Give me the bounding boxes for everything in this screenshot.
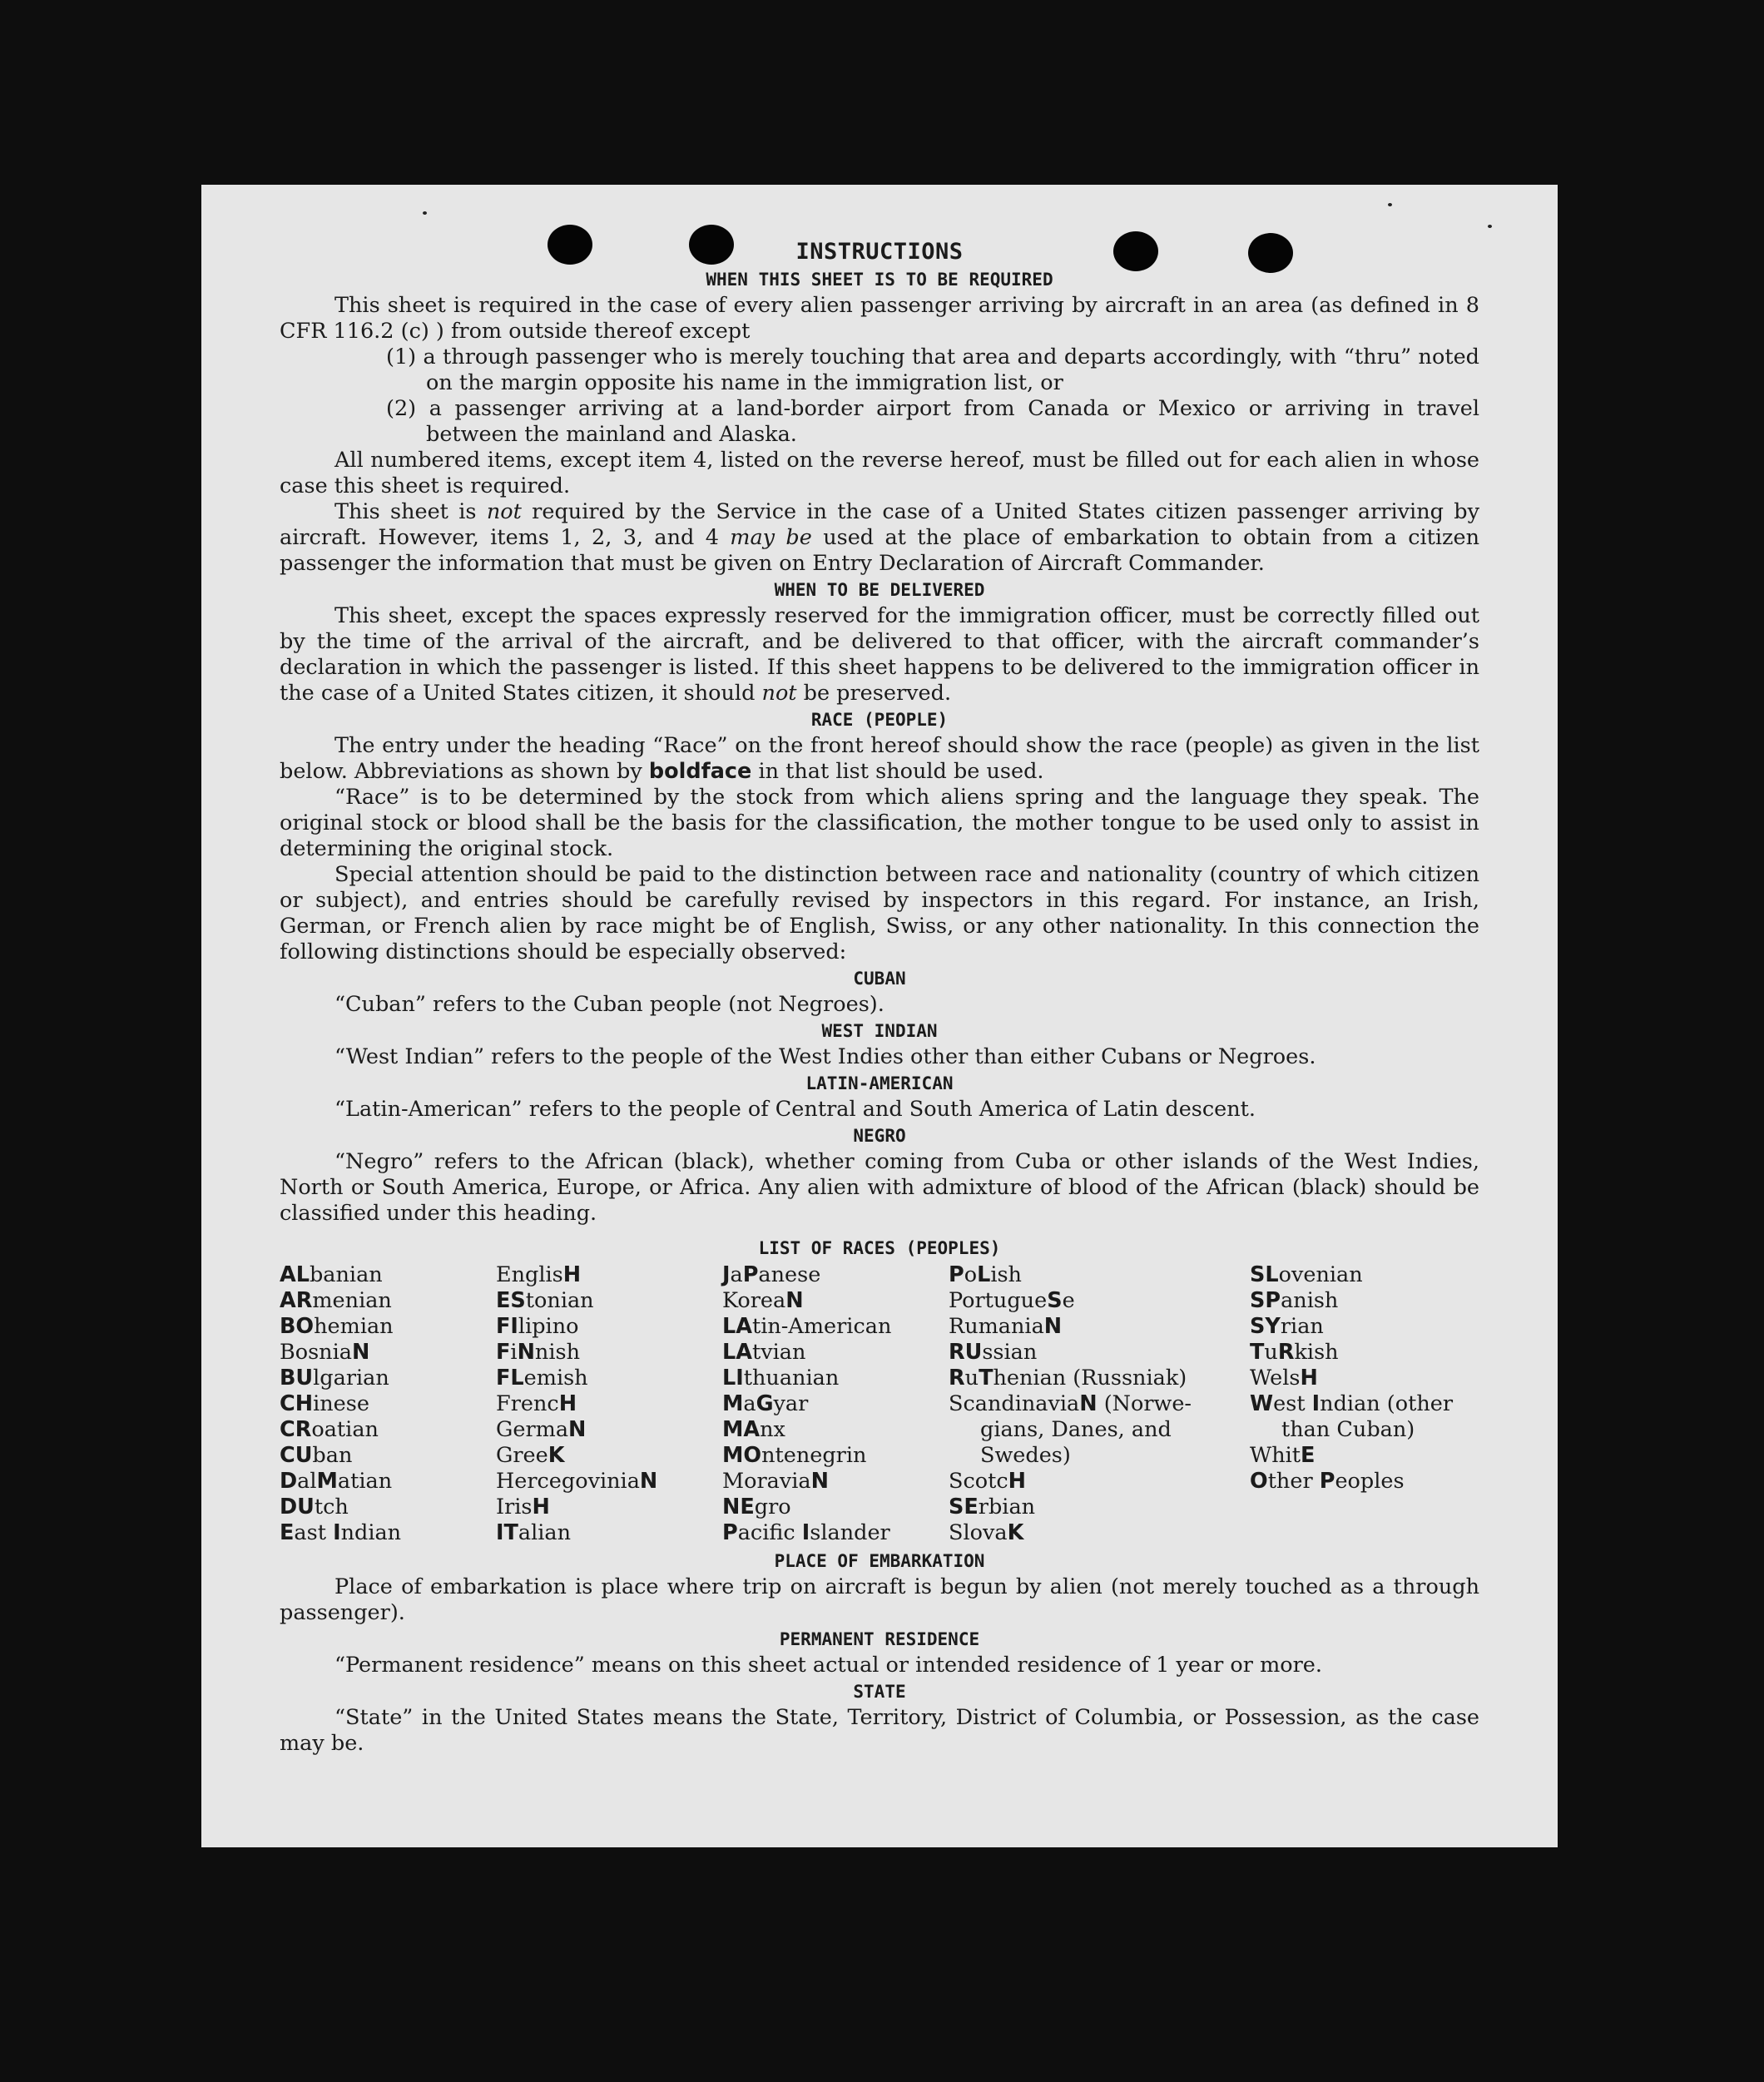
section-when-delivered (280, 577, 1479, 706)
race-entry: BUlgarian (280, 1366, 389, 1390)
paragraph: The entry under the heading “Race” on the front hereof should show the race (people) as given in the list below. Abbreviations as shown by boldface in that list should be used. (280, 733, 1479, 784)
race-entry: SPanish (1250, 1288, 1339, 1313)
race-entry: MaGyar (722, 1391, 809, 1416)
race-entry: FrencH (496, 1391, 577, 1416)
race-entry: PortugueSe (949, 1288, 1075, 1313)
paragraph: All numbered items, except item 4, listed on the reverse hereof, must be filled out for each alien in whose case this sheet is required. (280, 448, 1479, 498)
race-entry: SErbian (949, 1495, 1036, 1519)
exception-item-1: (1) a through passenger who is merely touching that area and departs accordingly, with “thru” noted on the margin opposite his name in the immigration list, or (386, 345, 1479, 395)
scan-speck (1388, 203, 1392, 206)
race-entry: West Indian (other (1250, 1391, 1454, 1416)
section-heading: WHEN THIS SHEET IS TO BE REQUIRED (706, 270, 1053, 290)
race-entry: ARmenian (280, 1288, 392, 1313)
race-entry: FIlipino (496, 1314, 579, 1339)
race-entry: DalMatian (280, 1469, 393, 1494)
section-permanent-residence (280, 1626, 1479, 1678)
race-entry: than Cuban) (1281, 1417, 1415, 1442)
punch-hole (1113, 231, 1158, 271)
race-entry: GermaN (496, 1417, 587, 1442)
section-heading: CUBAN (853, 969, 906, 989)
race-entry: GreeK (496, 1443, 565, 1468)
paragraph: “Cuban” refers to the Cuban people (not Negroes). (334, 992, 884, 1017)
section-race (280, 706, 1479, 965)
race-entry: MoraviaN (722, 1469, 829, 1494)
race-entry: CUban (280, 1443, 353, 1468)
race-entry: RuThenian (Russniak) (949, 1366, 1187, 1390)
exception-item-2: (2) a passenger arriving at a land-border airport from Canada or Mexico or arriving in travel between the mainland and Alaska. (386, 396, 1479, 447)
scan-speck (1488, 225, 1492, 228)
paragraph: Special attention should be paid to the distinction between race and nationality (country of which citizen or subject), and entries should be carefully revised by inspectors in this regard. For instance, an Irish, German, or French alien by race might be of English, Swiss, or any other nationality. In this connection the following distinctions should be especially observed: (280, 862, 1479, 964)
race-entry: EStonian (496, 1288, 594, 1313)
race-entry: Pacific Islander (722, 1520, 890, 1545)
race-entry: Other Peoples (1250, 1469, 1405, 1494)
races-column (1250, 1262, 1479, 1546)
section-west-indian (280, 1018, 1479, 1070)
section-heading: LATIN-AMERICAN (805, 1073, 954, 1093)
section-heading: RACE (PEOPLE) (810, 710, 949, 730)
race-entry: ITalian (496, 1520, 572, 1545)
punch-hole (548, 225, 592, 265)
paragraph: This sheet, except the spaces expressly reserved for the immigration officer, must be correctly filled out by the time of the arrival of the aircraft, and be delivered to that officer, with the aircraft commander’s declaration in which the passenger is listed. If this sheet happens to be delivered to the immigration officer in the case of a United States citizen, it should not be preserved. (280, 603, 1479, 706)
paragraph: This sheet is required in the case of every alien passenger arriving by aircraft in an area (as defined in 8 CFR 116.2 (c) ) from outside thereof except (280, 293, 1479, 344)
section-when-required (280, 266, 1479, 577)
races-column (722, 1262, 949, 1546)
race-entry: NEgro (722, 1495, 791, 1519)
race-entry: MOntenegrin (722, 1443, 867, 1468)
paragraph: “State” in the United States means the State, Territory, District of Columbia, or Possession, as the case may be. (280, 1705, 1479, 1756)
race-entry: CHinese (280, 1391, 369, 1416)
race-entry: HercegoviniaN (496, 1469, 658, 1494)
section-latin-american (280, 1070, 1479, 1123)
section-negro (280, 1123, 1479, 1227)
race-entry: FLemish (496, 1366, 588, 1390)
punch-hole (689, 225, 734, 265)
section-heading: WEST INDIAN (821, 1021, 938, 1041)
races-list (280, 1262, 1479, 1546)
section-heading: STATE (853, 1682, 906, 1702)
section-heading: LIST OF RACES (PEOPLES) (758, 1238, 1001, 1258)
paragraph: “Race” is to be determined by the stock from which aliens spring and the language they speak. The original stock or blood shall be the basis for the classification, the mother tongue to be used only to assist in determining the original stock. (280, 785, 1479, 861)
race-entry: WhitE (1250, 1443, 1316, 1468)
races-column (949, 1262, 1250, 1546)
paragraph: Place of embarkation is place where trip on aircraft is begun by alien (not merely touched as a through passenger). (280, 1574, 1479, 1625)
race-entry: LAtin-American (722, 1314, 892, 1339)
race-entry: CRoatian (280, 1417, 379, 1442)
race-entry: ALbanian (280, 1262, 383, 1287)
race-entry: ScandinaviaN (Norwe- (949, 1391, 1192, 1416)
race-entry: LAtvian (722, 1340, 806, 1365)
section-place-of-embarkation (280, 1548, 1479, 1626)
race-entry: MAnx (722, 1417, 785, 1442)
instruction-sheet (201, 185, 1558, 1847)
section-cuban (280, 965, 1479, 1018)
race-entry: ScotcH (949, 1469, 1026, 1494)
race-entry: JaPanese (722, 1262, 821, 1287)
race-entry: FiNnish (496, 1340, 581, 1365)
page-title: INSTRUCTIONS (795, 239, 964, 265)
race-entry: PoLish (949, 1262, 1022, 1287)
section-heading: WHEN TO BE DELIVERED (774, 580, 985, 600)
race-entry: RUssian (949, 1340, 1038, 1365)
race-entry: RumaniaN (949, 1314, 1063, 1339)
race-entry: KoreaN (722, 1288, 804, 1313)
race-entry: Swedes) (980, 1443, 1071, 1468)
paragraph: “Permanent residence” means on this sheet actual or intended residence of 1 year or more. (334, 1653, 1322, 1678)
paragraph: “Negro” refers to the African (black), whether coming from Cuba or other islands of the West Indies, North or South America, Europe, or Africa. Any alien with admixture of blood of the African (black) should be classified under this heading. (280, 1149, 1479, 1226)
race-entry: BosniaN (280, 1340, 370, 1365)
race-entry: gians, Danes, and (980, 1417, 1172, 1442)
race-entry: WelsH (1250, 1366, 1318, 1390)
race-entry: TuRkish (1250, 1340, 1339, 1365)
section-list-of-races (280, 1235, 1479, 1546)
race-entry: EnglisH (496, 1262, 582, 1287)
paragraph: “Latin-American” refers to the people of Central and South America of Latin descent. (334, 1097, 1256, 1122)
section-state (280, 1678, 1479, 1757)
race-entry: BOhemian (280, 1314, 394, 1339)
race-entry: SLovenian (1250, 1262, 1363, 1287)
paragraph: This sheet is not required by the Service in the case of a United States citizen passenger arriving by aircraft. However, items 1, 2, 3, and 4 may be used at the place of embarkation to obtain from a citizen passenger the information that must be given on Entry Declaration of Aircraft Commander. (280, 499, 1480, 576)
section-heading: NEGRO (853, 1126, 906, 1146)
scan-speck (423, 211, 427, 215)
paragraph: “West Indian” refers to the people of the West Indies other than either Cubans or Negroes. (334, 1044, 1316, 1069)
section-heading: PERMANENT RESIDENCE (779, 1629, 980, 1649)
race-entry: SYrian (1250, 1314, 1324, 1339)
race-entry: IrisH (496, 1495, 550, 1519)
punch-hole (1248, 233, 1293, 273)
races-column (496, 1262, 722, 1546)
race-entry: LIthuanian (722, 1366, 840, 1390)
race-entry: SlovaK (949, 1520, 1024, 1545)
races-column (280, 1262, 496, 1546)
race-entry: East Indian (280, 1520, 402, 1545)
section-heading: PLACE OF EMBARKATION (774, 1551, 985, 1571)
race-entry: DUtch (280, 1495, 349, 1519)
